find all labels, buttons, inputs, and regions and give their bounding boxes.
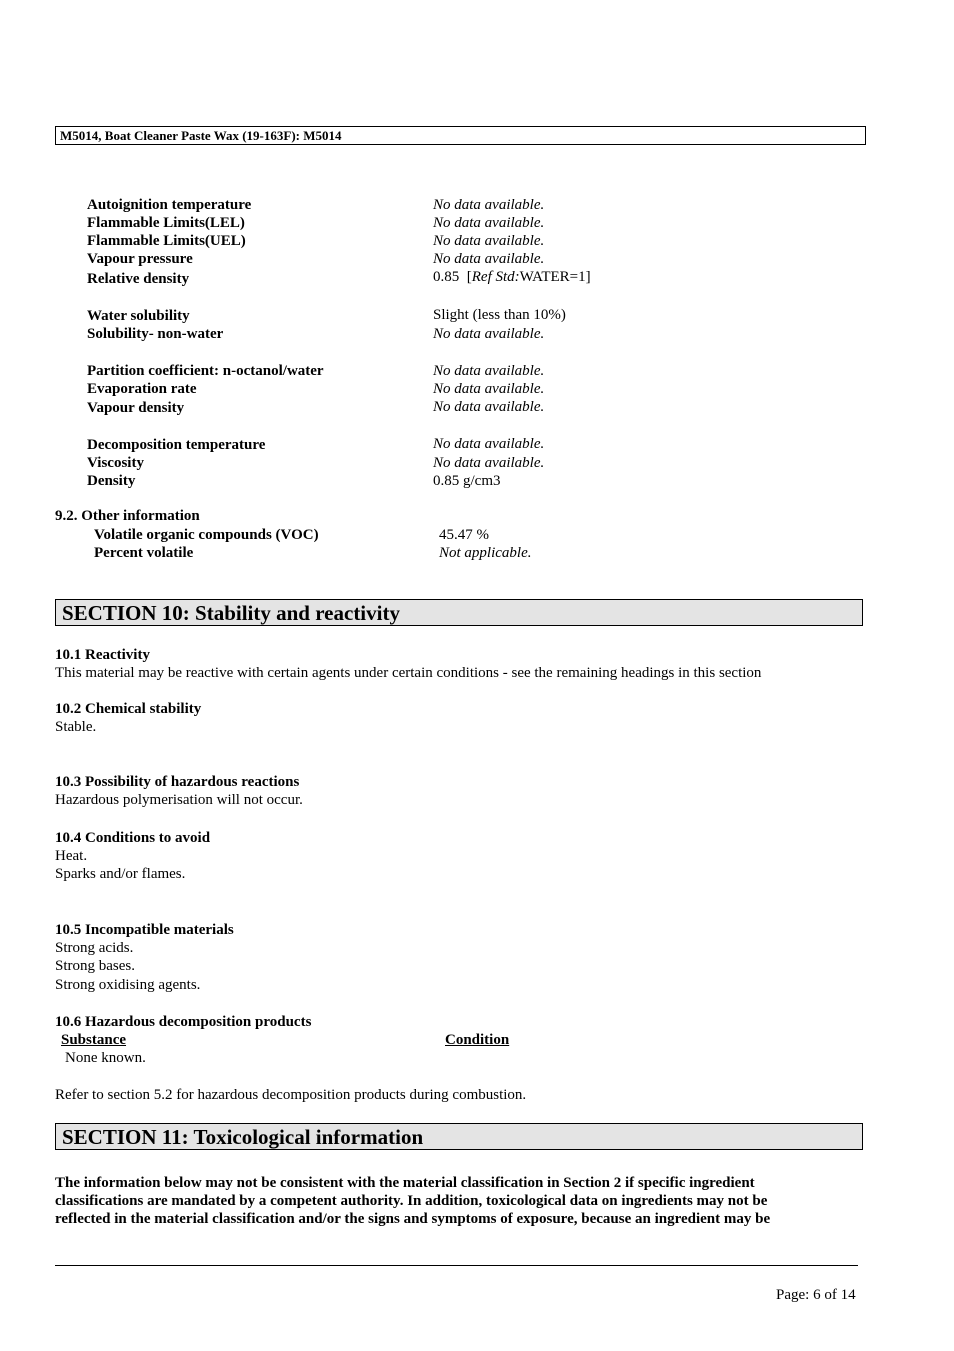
document-header-title: M5014, Boat Cleaner Paste Wax (19-163F): M5014 bbox=[60, 128, 342, 143]
property-label: Relative density bbox=[87, 271, 190, 287]
section-11-heading: SECTION 11: Toxicological information bbox=[55, 1123, 863, 1150]
other-info-value: 45.47 % bbox=[439, 527, 489, 543]
property-label: Vapour pressure bbox=[87, 251, 193, 267]
hazardous-reactions-text: Hazardous polymerisation will not occur. bbox=[55, 792, 303, 808]
decomposition-note: Refer to section 5.2 for hazardous decomposition products during combustion. bbox=[55, 1087, 527, 1103]
relative-density-value: 0.85 bbox=[433, 269, 460, 285]
property-value: 0.85 [Ref Std:WATER=1] bbox=[433, 269, 591, 285]
decomposition-row: None known. bbox=[65, 1050, 146, 1066]
section-11-intro-line: The information below may not be consistent with the material classification in Section 2 if specific ingredient bbox=[55, 1175, 755, 1191]
incompatible-heading: 10.5 Incompatible materials bbox=[55, 922, 234, 938]
property-value: No data available. bbox=[433, 215, 545, 231]
other-info-value: Not applicable. bbox=[439, 545, 532, 561]
property-value: No data available. bbox=[433, 251, 545, 267]
hazardous-reactions-heading: 10.3 Possibility of hazardous reactions bbox=[55, 774, 300, 790]
property-label: Evaporation rate bbox=[87, 381, 197, 397]
property-label: Decomposition temperature bbox=[87, 437, 266, 453]
other-info-label: Volatile organic compounds (VOC) bbox=[94, 527, 319, 543]
property-value: No data available. bbox=[433, 436, 545, 452]
incompatible-line: Strong bases. bbox=[55, 958, 135, 974]
property-label: Flammable Limits(UEL) bbox=[87, 233, 246, 249]
decomposition-heading: 10.6 Hazardous decomposition products bbox=[55, 1014, 312, 1030]
conditions-line: Heat. bbox=[55, 848, 88, 864]
reactivity-text: This material may be reactive with certain agents under certain conditions - see the remaining headings in this section bbox=[55, 665, 762, 681]
property-label: Viscosity bbox=[87, 455, 144, 471]
chemical-stability-heading: 10.2 Chemical stability bbox=[55, 701, 202, 717]
condition-column-header: Condition bbox=[445, 1032, 510, 1048]
property-label: Density bbox=[87, 473, 136, 489]
reactivity-heading: 10.1 Reactivity bbox=[55, 647, 150, 663]
conditions-heading: 10.4 Conditions to avoid bbox=[55, 830, 211, 846]
property-label: Vapour density bbox=[87, 400, 185, 416]
property-label: Solubility- non-water bbox=[87, 326, 224, 342]
other-info-label: Percent volatile bbox=[94, 545, 194, 561]
chemical-stability-text: Stable. bbox=[55, 719, 97, 735]
conditions-line: Sparks and/or flames. bbox=[55, 866, 186, 882]
other-info-heading: 9.2. Other information bbox=[55, 508, 200, 524]
incompatible-line: Strong acids. bbox=[55, 940, 134, 956]
footer-divider bbox=[55, 1265, 858, 1266]
property-value: No data available. bbox=[433, 233, 545, 249]
property-value: No data available. bbox=[433, 399, 545, 415]
substance-column-header: Substance bbox=[61, 1032, 127, 1048]
property-value: No data available. bbox=[433, 326, 545, 342]
property-value: Slight (less than 10%) bbox=[433, 307, 566, 323]
section-11-intro-line: classifications are mandated by a competent authority. In addition, toxicological data on ingredients may not be bbox=[55, 1193, 768, 1209]
property-label: Partition coefficient: n-octanol/water bbox=[87, 363, 324, 379]
incompatible-line: Strong oxidising agents. bbox=[55, 977, 201, 993]
relative-density-ref: WATER=1 bbox=[519, 269, 586, 285]
property-label: Flammable Limits(LEL) bbox=[87, 215, 245, 231]
document-header bbox=[55, 126, 866, 145]
relative-density-ref-label: Ref Std: bbox=[471, 269, 520, 285]
property-value: No data available. bbox=[433, 455, 545, 471]
property-value: No data available. bbox=[433, 381, 545, 397]
property-value: 0.85 g/cm3 bbox=[433, 473, 501, 489]
property-value: No data available. bbox=[433, 197, 545, 213]
property-label: Autoignition temperature bbox=[87, 197, 252, 213]
section-10-heading: SECTION 10: Stability and reactivity bbox=[55, 599, 863, 626]
property-label: Water solubility bbox=[87, 308, 190, 324]
property-value: No data available. bbox=[433, 363, 545, 379]
page-number: Page: 6 of 14 bbox=[776, 1287, 856, 1303]
section-11-intro-line: reflected in the material classification and/or the signs and symptoms of exposure, because an ingredient may be bbox=[55, 1211, 771, 1227]
